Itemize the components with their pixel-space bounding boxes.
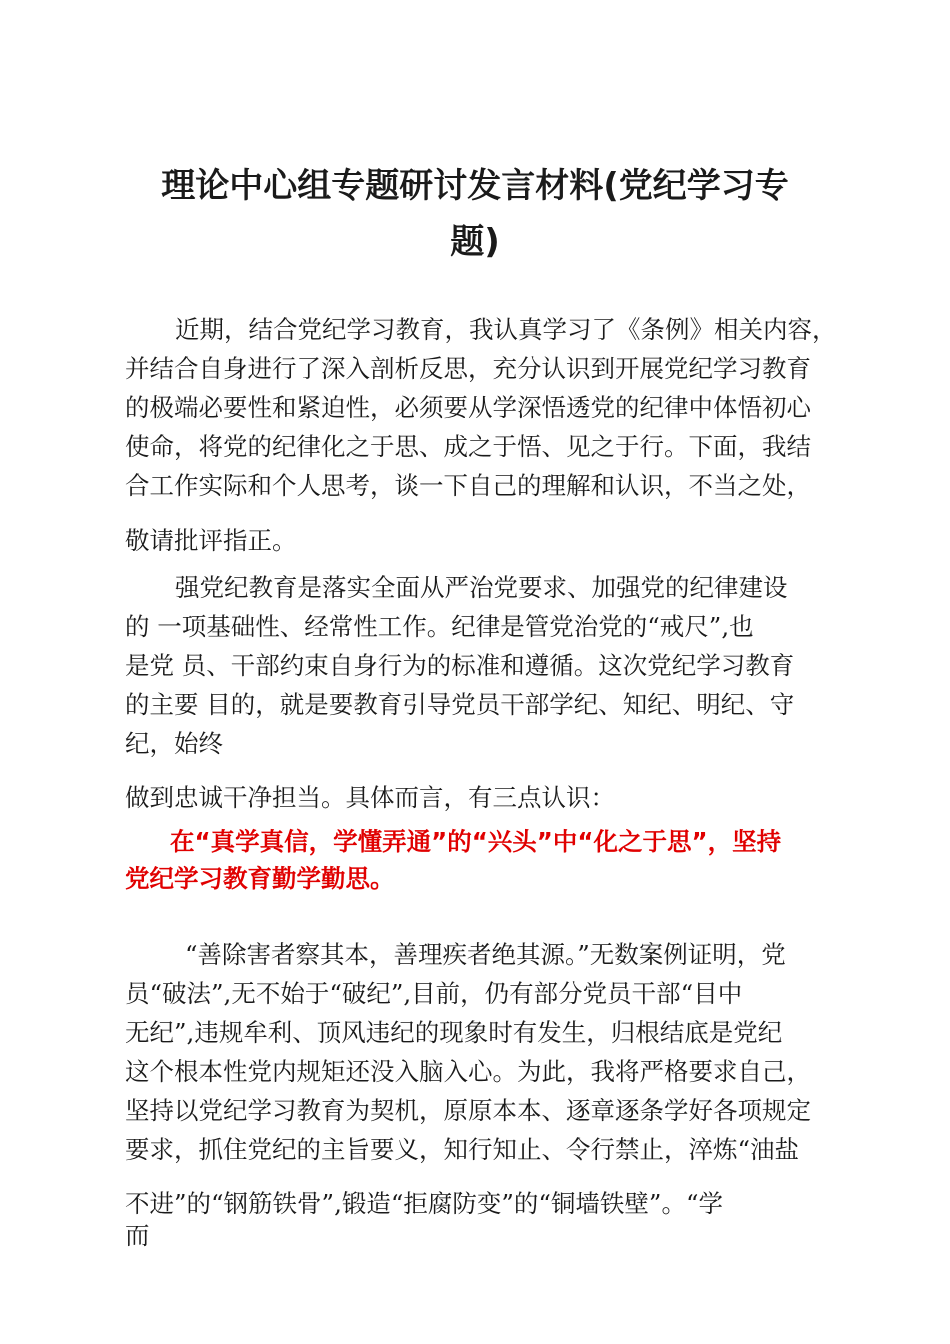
paragraph-line: 员“破法”,无不始于“破纪”,目前，仍有部分党员干部“目中 [125, 979, 743, 1008]
paragraph-line: 这个根本性党内规矩还没入脑入心。为此，我将严格要求自己， [125, 1057, 811, 1086]
document-title-line-2: 题) [450, 222, 500, 262]
paragraph-line: 的极端必要性和紧迫性，必须要从学深悟透党的纪律中体悟初心 [125, 393, 811, 422]
paragraph-line: 无纪”,违规牟利、顶风违纪的现象时有发生，归根结底是党纪 [125, 1018, 783, 1047]
paragraph-line: 纪，始终 [125, 729, 223, 758]
paragraph-line: 合工作实际和个人思考，谈一下自己的理解和认识，不当之处， [125, 471, 811, 500]
paragraph-line: 是党 员、干部约束自身行为的标准和遵循。这次党纪学习教育 [125, 651, 795, 680]
paragraph-line: 敬请批评指正。 [125, 526, 297, 555]
paragraph-line: 要求，抓住党纪的主旨要义，知行知止、令行禁止，淬炼“油盐 [125, 1135, 800, 1164]
section-heading-line-2: 党纪学习教育勤学勤思。 [125, 864, 395, 893]
paragraph-line: 的 一项基础性、经常性工作。纪律是管党治党的“戒尺”,也 [125, 612, 754, 641]
paragraph-line: 做到忠诚干净担当。具体而言，有三点认识： [125, 783, 615, 812]
paragraph-line: 强党纪教育是落实全面从严治党要求、加强党的纪律建设 [175, 573, 788, 602]
paragraph-line: 的主要 目的，就是要教育引导党员干部学纪、知纪、明纪、守 [125, 690, 795, 719]
paragraph-line: 而 [125, 1221, 150, 1250]
paragraph-line: 不进”的“钢筋铁骨”,锻造“拒腐防变”的“铜墙铁壁”。“学 [125, 1189, 723, 1218]
paragraph-line: 使命，将党的纪律化之于思、成之于悟、见之于行。下面，我结 [125, 432, 811, 461]
paragraph-line: 近期，结合党纪学习教育，我认真学习了《条例》相关内容， [175, 315, 837, 344]
document-title-line-1: 理论中心组专题研讨发言材料(党纪学习专 [161, 166, 789, 206]
section-heading-line-1: 在“真学真信，学懂弄通”的“兴头”中“化之于思”，坚持 [170, 827, 782, 856]
paragraph-line: 并结合自身进行了深入剖析反思，充分认识到开展党纪学习教育 [125, 354, 811, 383]
paragraph-line: 坚持以党纪学习教育为契机，原原本本、逐章逐条学好各项规定 [125, 1096, 811, 1125]
paragraph-line: “善除害者察其本，善理疾者绝其源。”无数案例证明，党 [185, 940, 786, 969]
